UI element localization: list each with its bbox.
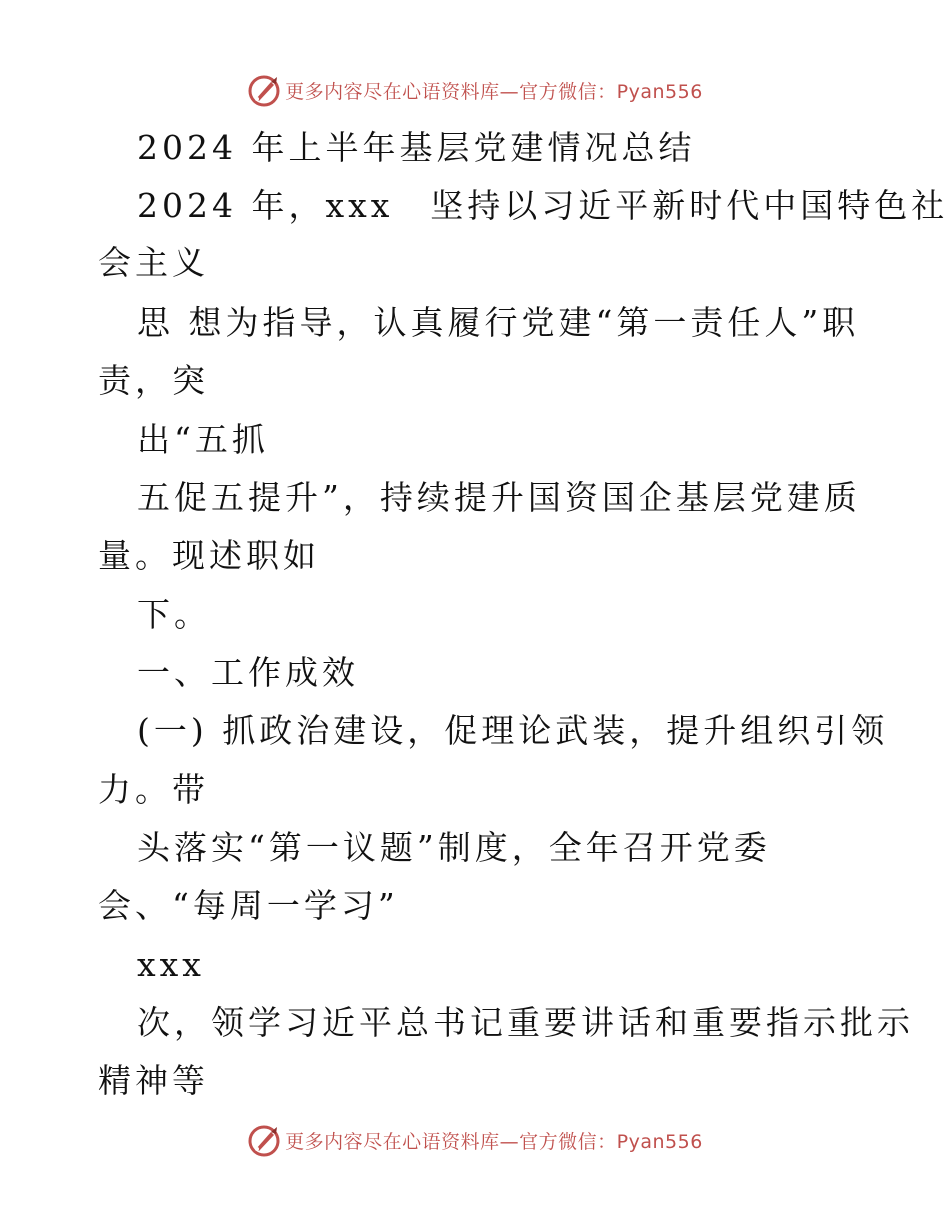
paragraph-line: 会主义 xyxy=(98,243,209,282)
paragraph-line: 量。现述职如 xyxy=(98,536,320,575)
subsection-heading: (一) 抓政治建设，促理论武装，提升组织引领 xyxy=(137,711,889,750)
paragraph-line: 次，领学习近平总书记重要讲话和重要指示批示 xyxy=(137,1003,914,1042)
paragraph-line: 力。带 xyxy=(98,770,209,809)
paragraph-line: 精神等 xyxy=(98,1061,209,1100)
paragraph-line: 2024 年，xxx 坚持以习近平新时代中国特色社 xyxy=(137,186,949,225)
paragraph-line: xxx xyxy=(137,945,205,984)
watermark-text: 更多内容尽在心语资料库—官方微信：Pyan556 xyxy=(285,80,703,103)
section-heading: 一、工作成效 xyxy=(137,653,359,692)
document-title: 2024 年上半年基层党建情况总结 xyxy=(137,128,696,167)
paragraph-line: 五促五提升”，持续提升国资国企基层党建质 xyxy=(137,478,861,517)
watermark-banner-bottom xyxy=(0,1120,950,1160)
paragraph-line: 头落实“第一议题”制度，全年召开党委 xyxy=(137,828,771,867)
paragraph-line: 责，突 xyxy=(98,361,209,400)
paragraph-line: 下。 xyxy=(137,595,211,634)
watermark-text: 更多内容尽在心语资料库—官方微信：Pyan556 xyxy=(285,1130,703,1153)
paragraph-line: 思 想为指导，认真履行党建“第一责任人”职 xyxy=(137,303,860,342)
paragraph-line: 出“五抓 xyxy=(137,420,269,459)
quill-logo-icon xyxy=(247,73,281,107)
watermark-banner-top xyxy=(0,70,950,110)
paragraph-line: 会、“每周一学习” xyxy=(98,886,399,925)
quill-logo-icon xyxy=(247,1123,281,1157)
